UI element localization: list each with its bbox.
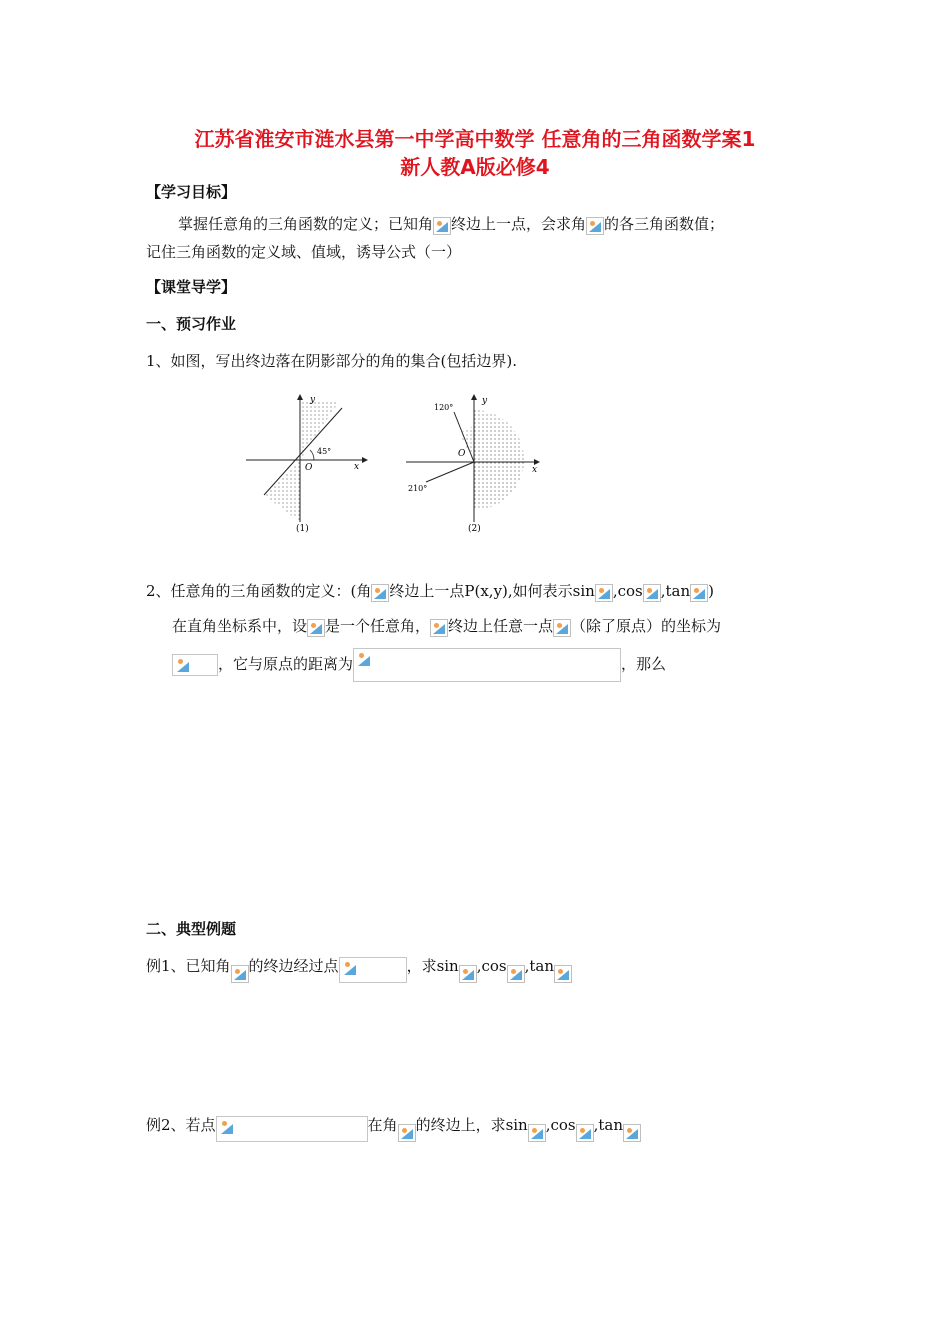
image-placeholder-icon bbox=[371, 584, 389, 602]
image-placeholder-icon bbox=[595, 584, 613, 602]
question-2-line-3 bbox=[172, 648, 666, 682]
text: ) bbox=[708, 582, 715, 600]
coordinate-image-box bbox=[172, 654, 218, 676]
image-placeholder-icon bbox=[528, 1124, 546, 1142]
text: ,cos bbox=[545, 1116, 576, 1134]
text: 例1、已知角 bbox=[146, 957, 231, 975]
distance-formula-box bbox=[353, 648, 621, 682]
y-label: y bbox=[310, 395, 316, 405]
figure-2 bbox=[402, 390, 547, 535]
figure-1 bbox=[242, 390, 372, 535]
image-placeholder-icon bbox=[219, 1118, 237, 1136]
text: 的终边上，求sin bbox=[415, 1116, 528, 1134]
text: ，求sin bbox=[406, 957, 459, 975]
example-1 bbox=[146, 955, 572, 983]
text: ，那么 bbox=[621, 655, 667, 673]
angle-label-210: 210° bbox=[408, 484, 428, 493]
angle-label-120: 120° bbox=[434, 403, 454, 412]
text: 掌握任意角的三角函数的定义；已知角 bbox=[178, 215, 434, 233]
example-2 bbox=[146, 1114, 641, 1142]
origin-label: O bbox=[458, 449, 466, 459]
x-arrow bbox=[362, 457, 368, 463]
text: 2、任意角的三角函数的定义：(角 bbox=[146, 582, 372, 600]
text: 例2、若点 bbox=[146, 1116, 216, 1134]
image-placeholder-icon bbox=[459, 965, 477, 983]
image-placeholder-icon bbox=[175, 656, 193, 674]
image-placeholder-icon bbox=[586, 217, 604, 235]
guide-heading: 【课堂导学】 bbox=[146, 278, 237, 296]
angle-label: 45° bbox=[317, 447, 332, 456]
image-placeholder-icon bbox=[433, 217, 451, 235]
image-placeholder-icon bbox=[690, 584, 708, 602]
text: 是一个任意角， bbox=[325, 617, 431, 635]
text: ,tan bbox=[593, 1116, 624, 1134]
origin-label: O bbox=[305, 463, 313, 473]
y-arrow bbox=[471, 394, 477, 400]
objectives-line-2: 记住三角函数的定义域、值域，诱导公式（一） bbox=[146, 243, 462, 261]
image-placeholder-icon bbox=[553, 619, 571, 637]
text: ,cos bbox=[476, 957, 507, 975]
y-arrow bbox=[297, 394, 303, 400]
text: 终边上一点P(x,y),如何表示sin bbox=[389, 582, 595, 600]
point-image-box bbox=[216, 1116, 368, 1142]
text: ，它与原点的距离为 bbox=[218, 655, 354, 673]
image-placeholder-icon bbox=[307, 619, 325, 637]
text: ,cos bbox=[612, 582, 643, 600]
image-placeholder-icon bbox=[554, 965, 572, 983]
text: 终边上任意一点 bbox=[448, 617, 554, 635]
x-label: x bbox=[532, 465, 538, 475]
objectives-line-1 bbox=[178, 213, 724, 235]
image-placeholder-icon bbox=[430, 619, 448, 637]
text: 的终边经过点 bbox=[248, 957, 339, 975]
image-placeholder-icon bbox=[398, 1124, 416, 1142]
section-2-heading: 二、典型例题 bbox=[146, 920, 237, 938]
shaded-region bbox=[474, 410, 524, 510]
text: ,tan bbox=[660, 582, 691, 600]
text: 在角 bbox=[367, 1116, 398, 1134]
question-2 bbox=[146, 580, 714, 602]
ray-210 bbox=[426, 462, 474, 482]
text: 在直角坐标系中，设 bbox=[172, 617, 308, 635]
figure-caption: (1) bbox=[296, 524, 309, 534]
image-placeholder-icon bbox=[342, 959, 360, 977]
title-line-2: 新人教A版必修4 bbox=[400, 155, 550, 179]
text: 的各三角函数值； bbox=[604, 215, 725, 233]
image-placeholder-icon bbox=[231, 965, 249, 983]
question-2-line-2 bbox=[172, 615, 721, 637]
text: （除了原点）的坐标为 bbox=[571, 617, 722, 635]
text: ,tan bbox=[524, 957, 555, 975]
section-1-heading: 一、预习作业 bbox=[146, 315, 237, 333]
image-placeholder-icon bbox=[643, 584, 661, 602]
image-placeholder-icon bbox=[507, 965, 525, 983]
y-label: y bbox=[482, 396, 488, 406]
text: 终边上一点，会求角 bbox=[451, 215, 587, 233]
angle-arc bbox=[310, 450, 314, 460]
question-1: 1、如图，写出终边落在阴影部分的角的集合(包括边界). bbox=[146, 352, 518, 370]
x-label: x bbox=[354, 462, 360, 472]
point-image-box bbox=[339, 957, 407, 983]
shaded-region bbox=[264, 460, 300, 522]
figure-caption: (2) bbox=[468, 524, 481, 534]
title-line-1: 江苏省淮安市涟水县第一中学高中数学 任意角的三角函数学案1 bbox=[194, 127, 756, 151]
image-placeholder-icon bbox=[576, 1124, 594, 1142]
objectives-heading: 【学习目标】 bbox=[146, 183, 237, 201]
image-placeholder-icon bbox=[356, 650, 374, 668]
image-placeholder-icon bbox=[623, 1124, 641, 1142]
